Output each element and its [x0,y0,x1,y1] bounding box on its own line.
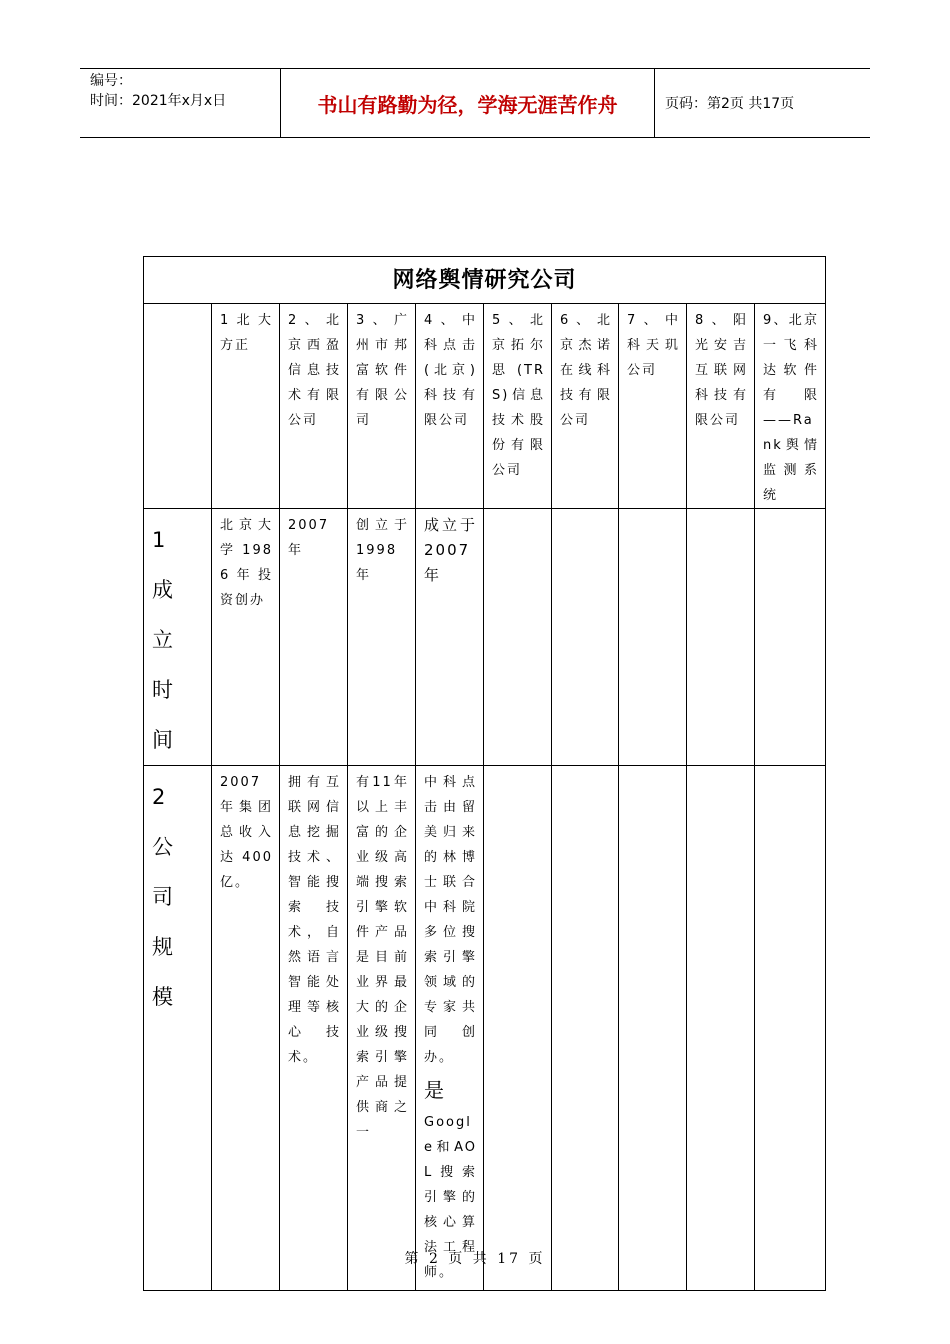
serial-label: 编号： [90,73,132,89]
table-cell: 2007年 [280,509,348,766]
table-cell [755,766,826,1291]
company-header: 8、阳光安吉互联网科技有限公司 [687,304,755,509]
header-motto: 书山有路勤为径，学海无涯苦作舟 [317,92,618,117]
table-cell-zhongke [416,766,484,1291]
table-cell: 有11年以上丰富的企业级高端搜索引擎软件产品是目前业界最大的企业级搜索引擎产品提供商之一 [348,766,416,1291]
cell-emph-text: 是 [424,1078,446,1102]
table-cell [552,509,619,766]
company-header: 5、北京拓尔思(TRS)信息技术股份有限公司 [484,304,552,509]
table-cell: 拥有互联网信息挖掘技术、智能搜索技术，自然语言智能处理等核心技术。 [280,766,348,1291]
table-row [144,509,826,766]
header-meta [80,69,281,137]
table-cell [687,509,755,766]
header-corner-cell [144,304,212,509]
table-cell [619,509,687,766]
company-header: 7、中科天玑公司 [619,304,687,509]
company-header: 4、中科点击(北京)科技有限公司 [416,304,484,509]
cell-text-tail: Google和AOL搜索引擎的核心算法工程师。 [424,1115,477,1280]
table-cell: 北京大学1986年投资创办 [212,509,280,766]
row-label-scale: 2公司规模 [144,766,212,1291]
table-cell: 成立于2007年 [416,509,484,766]
table-cell [687,766,755,1291]
company-header: 6、北京杰诺在线科技有限公司 [552,304,619,509]
company-header: 2、北京西盈信息技术有限公司 [280,304,348,509]
company-header: 3、广州市邦富软件有限公司 [348,304,416,509]
company-header: 1北大方正 [212,304,280,509]
table-header-row [144,304,826,509]
table-cell [552,766,619,1291]
table-cell [755,509,826,766]
company-header: 9、北京一飞科达软件有限——Rank舆情监测系统 [755,304,826,509]
header-page-info: 页码：第2页 共17页 [665,96,795,112]
table-cell [619,766,687,1291]
header-motto-cell [281,69,655,137]
page-header [80,68,870,138]
table-row [144,766,826,1291]
time-label: 时间：2021年x月x日 [90,93,227,109]
table-cell: 2007年集团总收入达400亿。 [212,766,280,1291]
table-cell [484,509,552,766]
table-cell [484,766,552,1291]
company-table [143,256,826,1291]
table-cell: 创立于1998年 [348,509,416,766]
page-footer: 第 2 页 共 17 页 [404,1251,546,1267]
table-title: 网络舆情研究公司 [144,257,826,304]
cell-text: 中科点击由留美归来的林博士联合中科院多位搜索引擎领域的专家共同创办。 [424,775,477,1065]
row-label-founding: 1成立时间 [144,509,212,766]
